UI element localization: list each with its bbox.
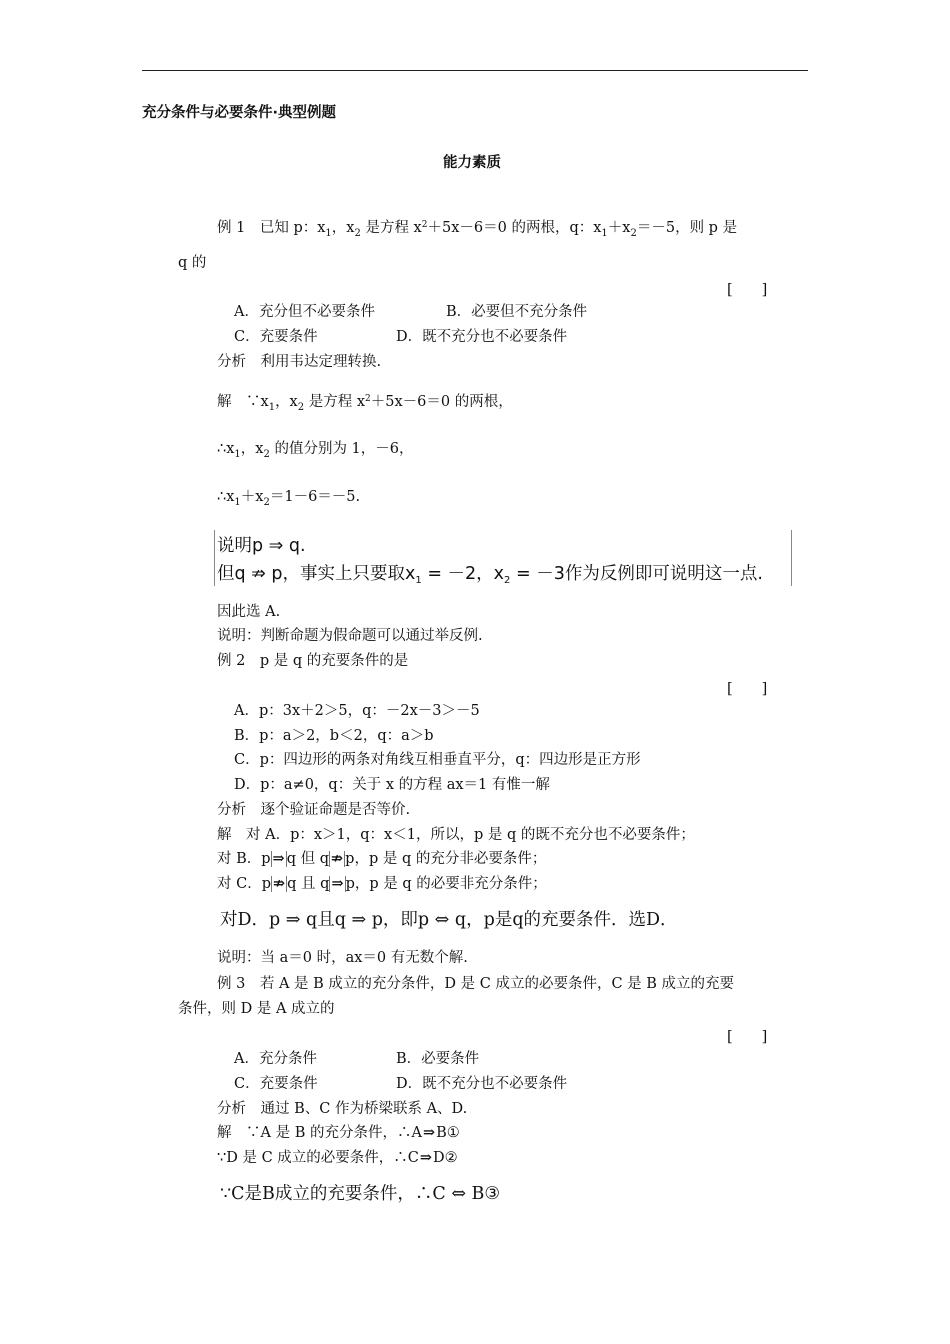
ex2-remark: 说明：当 a＝0 时，ax＝0 有无数个解. — [217, 950, 468, 966]
ex1-option-b: B．必要但不充分条件 — [446, 304, 588, 320]
ex1-option-c: C．充要条件 — [234, 329, 318, 345]
ex2-solution-c: 对 C．p ⇏ q 且 q ⇒ p，p 是 q 的必要非充分条件； — [217, 875, 547, 892]
section-title: 能力素质 — [443, 155, 501, 171]
not-implies-symbol: ⇏ — [273, 875, 286, 892]
ex1-answer-bracket: [ ] — [727, 282, 768, 298]
header-rule — [142, 70, 808, 71]
ex1-note-line1: 说明p ⇒ q. — [217, 536, 306, 556]
ex1-question: 例 1 已知 p：$x_1$，$x_2$ 是方程 $x^2+5x-6=0$ 的两根，q：$x_1+x_2=-5$，则 p 是 — [217, 220, 738, 239]
ex3-analysis: 分析 通过 B、C 作为桥梁联系 A、D. — [217, 1101, 468, 1117]
ex3-question-line1: 例 3 若 A 是 B 成立的充分条件，D 是 C 成立的必要条件，C 是 B 成立的充要 — [217, 976, 735, 992]
ex3-solution-line3: ∵C是B成立的充要条件，∴C ⇔ B③ — [220, 1184, 501, 1204]
ex1-analysis: 分析 利用韦达定理转换. — [217, 354, 382, 370]
ex1-remark: 说明：判断命题为假命题可以通过举反例. — [217, 628, 483, 644]
implies-symbol: ⇒ — [419, 1149, 433, 1166]
ex1-solution-line2: $\therefore x_1$，$x_2$ 的值分别为 1，－6， — [217, 441, 414, 460]
ex1-note-image — [214, 530, 792, 586]
document-title: 充分条件与必要条件·典型例题 — [142, 105, 337, 121]
ex2-answer-bracket: [ ] — [727, 681, 768, 697]
ex3-option-c: C．充要条件 — [234, 1076, 318, 1092]
ex1-option-d: D．既不充分也不必要条件 — [396, 329, 568, 345]
ex1-solution-line1: 解 $\because x_1$，$x_2$ 是方程 $x^2+5x-6=0$ 的两根， — [217, 394, 513, 413]
ex2-question: 例 2 p 是 q 的充要条件的是 — [217, 653, 409, 669]
ex1-solution-line3: $\therefore x_1+x_2=1-6=-5$. — [217, 489, 361, 508]
ex3-option-d: D．既不充分也不必要条件 — [396, 1076, 568, 1092]
ex3-option-b: B．必要条件 — [396, 1051, 480, 1067]
implies-symbol: ⇒ — [272, 850, 285, 867]
ex3-solution-line2: ∵D 是 C 成立的必要条件，∴C⇒D② — [217, 1149, 458, 1166]
ex2-option-a: A．p：3x＋2＞5，q：－2x－3＞－5 — [234, 703, 480, 719]
implies-symbol: ⇒ — [422, 1124, 436, 1141]
ex2-option-b: B．p：a＞2，b＜2，q：a＞b — [234, 728, 434, 744]
ex2-solution-d: 对D．p ⇒ q且q ⇒ p，即p ⇔ q，p是q的充要条件．选D． — [220, 910, 678, 930]
ex3-option-a: A．充分条件 — [234, 1051, 317, 1067]
ex2-solution-b: 对 B．p ⇒ q 但 q ⇏ p，p 是 q 的充分非必要条件； — [217, 850, 547, 867]
ex2-solution-a: 解 对 A．p：x＞1，q：x＜1，所以，p 是 q 的既不充分也不必要条件； — [217, 827, 695, 843]
ex1-question-cont: q 的 — [178, 255, 207, 271]
not-implies-symbol: ⇏ — [331, 850, 344, 867]
ex2-analysis: 分析 逐个验证命题是否等价. — [217, 802, 411, 818]
ex2-option-c: C．p：四边形的两条对角线互相垂直平分，q：四边形是正方形 — [234, 752, 641, 768]
ex3-question-line2: 条件，则 D 是 A 成立的 — [178, 1001, 335, 1017]
ex1-option-a: A．充分但不必要条件 — [234, 304, 375, 320]
ex1-choice: 因此选 A. — [217, 604, 281, 620]
ex2-option-d: D．p：a≠0，q：关于 x 的方程 ax＝1 有惟一解 — [234, 777, 550, 793]
implies-symbol: ⇒ — [331, 875, 344, 892]
ex3-answer-bracket: [ ] — [727, 1029, 768, 1045]
ex1-note-line2: 但q ⇏ p，事实上只要取$x_1 = -2$，$x_2 = -3$作为反例即可说明这一点. — [217, 564, 763, 586]
ex3-solution-line1: 解 ∵A 是 B 的充分条件，∴A⇒B① — [217, 1124, 460, 1141]
